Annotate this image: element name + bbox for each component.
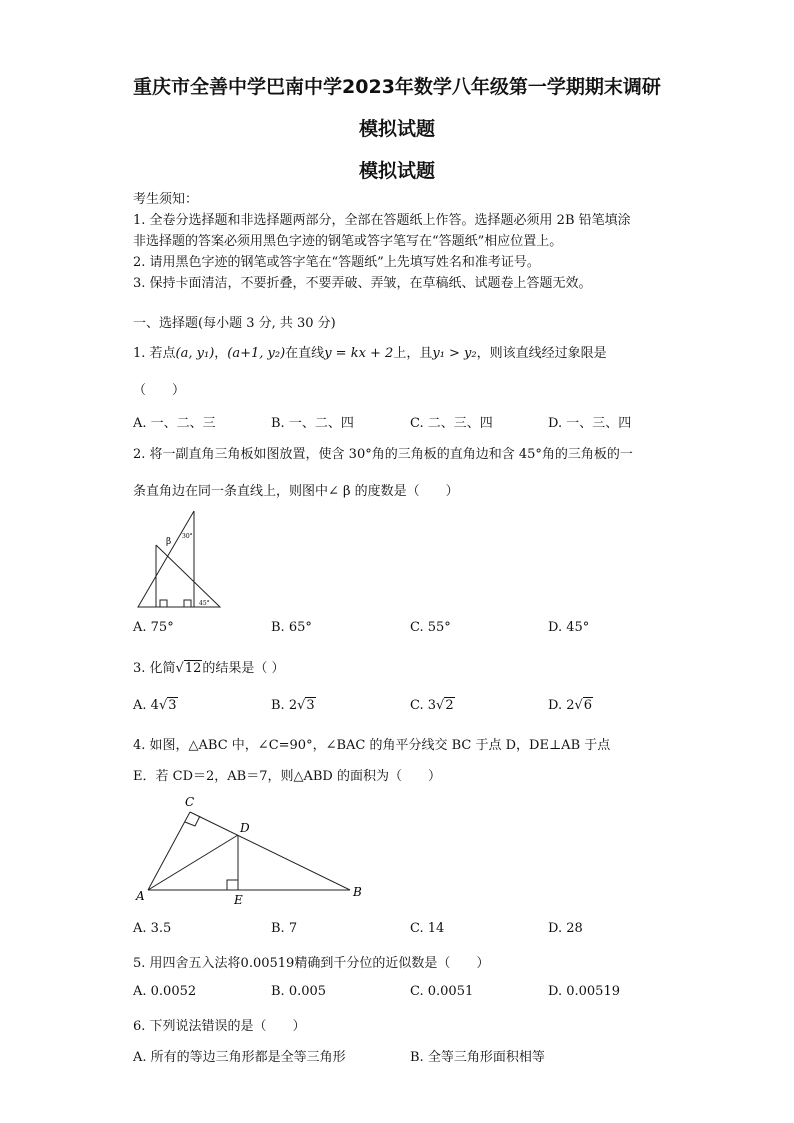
q1-option-a[interactable]: A. 一、二、三 bbox=[133, 416, 216, 431]
number-value: 0.00519 bbox=[240, 956, 295, 971]
triangle-abc-figure bbox=[130, 792, 375, 910]
q4-option-b[interactable]: B. 7 bbox=[271, 921, 298, 936]
notice-heading: 考生须知： bbox=[133, 192, 199, 207]
question-1-stem: 1. 若点(a, y₁)，(a+1, y₂)在直线y = kx + 2上，且y₁ > y₂，则该直线经过象限是 bbox=[133, 346, 607, 361]
radicand-12: 12 bbox=[184, 661, 202, 676]
q3-option-d[interactable]: D. 2√6 bbox=[548, 698, 593, 713]
question-2-line1: 2. 将一副直角三角板如图放置，使含 30°角的三角板的直角边和含 45°角的三角板的一 bbox=[133, 447, 633, 462]
q1-option-c[interactable]: C. 二、三、四 bbox=[410, 416, 493, 431]
q3-option-b[interactable]: B. 2√3 bbox=[271, 698, 315, 713]
set-squares-figure bbox=[130, 505, 230, 610]
exam-title-line2: 模拟试题 bbox=[358, 118, 435, 140]
point-2: (a+1, y₂) bbox=[227, 346, 286, 361]
question-3-stem: 3. 化简√12的结果是（ ） bbox=[133, 661, 285, 676]
angle-45-label: 45° bbox=[199, 600, 210, 607]
q4-option-d[interactable]: D. 28 bbox=[548, 921, 583, 936]
notice-item-2: 2. 请用黑色字迹的钢笔或答字笔在“答题纸”上先填写姓名和准考证号。 bbox=[133, 255, 540, 270]
question-4-line2: E．若 CD＝2，AB＝7，则△ABD 的面积为（ ） bbox=[133, 769, 441, 784]
label-e: E bbox=[234, 893, 243, 907]
q5-option-d[interactable]: D. 0.00519 bbox=[548, 984, 620, 999]
notice-item-1: 1. 全卷分选择题和非选择题两部分，全部在答题纸上作答。选择题必须用 2B 铅笔填涂 bbox=[133, 213, 631, 228]
exam-title-line3: 模拟试题 bbox=[358, 160, 435, 182]
line-equation: y = kx + 2 bbox=[324, 346, 394, 361]
q2-option-d[interactable]: D. 45° bbox=[548, 620, 590, 635]
q3-option-a[interactable]: A. 4√3 bbox=[133, 698, 177, 713]
beta-label: β bbox=[166, 537, 172, 547]
q6-option-b[interactable]: B. 全等三角形面积相等 bbox=[410, 1050, 545, 1065]
question-4-line1: 4. 如图，△ABC 中，∠C=90°，∠BAC 的角平分线交 BC 于点 D，DE⊥AB 于点 bbox=[133, 738, 611, 753]
label-c: C bbox=[185, 795, 195, 809]
q1-option-b[interactable]: B. 一、二、四 bbox=[271, 416, 354, 431]
notice-item-1-cont: 非选择题的答案必须用黑色字迹的钢笔或答字笔写在“答题纸”相应位置上。 bbox=[133, 234, 563, 249]
condition: y₁ > y₂ bbox=[432, 346, 477, 361]
q2-option-b[interactable]: B. 65° bbox=[271, 620, 312, 635]
q5-option-b[interactable]: B. 0.005 bbox=[271, 984, 327, 999]
section-heading: 一、选择题(每小题 3 分, 共 30 分) bbox=[133, 316, 336, 331]
label-a: A bbox=[136, 889, 145, 903]
exam-title-line1: 重庆市全善中学巴南中学2023年数学八年级第一学期期末调研 bbox=[133, 76, 661, 98]
q6-option-a[interactable]: A. 所有的等边三角形都是全等三角形 bbox=[133, 1050, 346, 1065]
question-1-paren: （ ） bbox=[133, 383, 186, 398]
q3-option-c[interactable]: C. 3√2 bbox=[410, 698, 454, 713]
q2-option-c[interactable]: C. 55° bbox=[410, 620, 451, 635]
label-d: D bbox=[240, 821, 250, 835]
question-2-line2: 条直角边在同一条直线上，则图中∠ β 的度数是（ ） bbox=[133, 484, 459, 499]
q4-option-a[interactable]: A. 3.5 bbox=[133, 921, 172, 936]
question-6-stem: 6. 下列说法错误的是（ ） bbox=[133, 1019, 306, 1034]
q5-option-a[interactable]: A. 0.0052 bbox=[133, 984, 197, 999]
notice-item-3: 3. 保持卡面清洁，不要折叠，不要弄破、弄皱，在草稿纸、试题卷上答题无效。 bbox=[133, 276, 592, 291]
angle-30-label: 30° bbox=[182, 533, 193, 540]
q2-option-a[interactable]: A. 75° bbox=[133, 620, 174, 635]
point-1: (a, y₁) bbox=[175, 346, 215, 361]
q1-option-d[interactable]: D. 一、三、四 bbox=[548, 416, 632, 431]
q5-option-c[interactable]: C. 0.0051 bbox=[410, 984, 474, 999]
q4-option-c[interactable]: C. 14 bbox=[410, 921, 445, 936]
question-5-stem: 5. 用四舍五入法将0.00519精确到千分位的近似数是（ ） bbox=[133, 956, 490, 971]
label-b: B bbox=[353, 885, 362, 899]
